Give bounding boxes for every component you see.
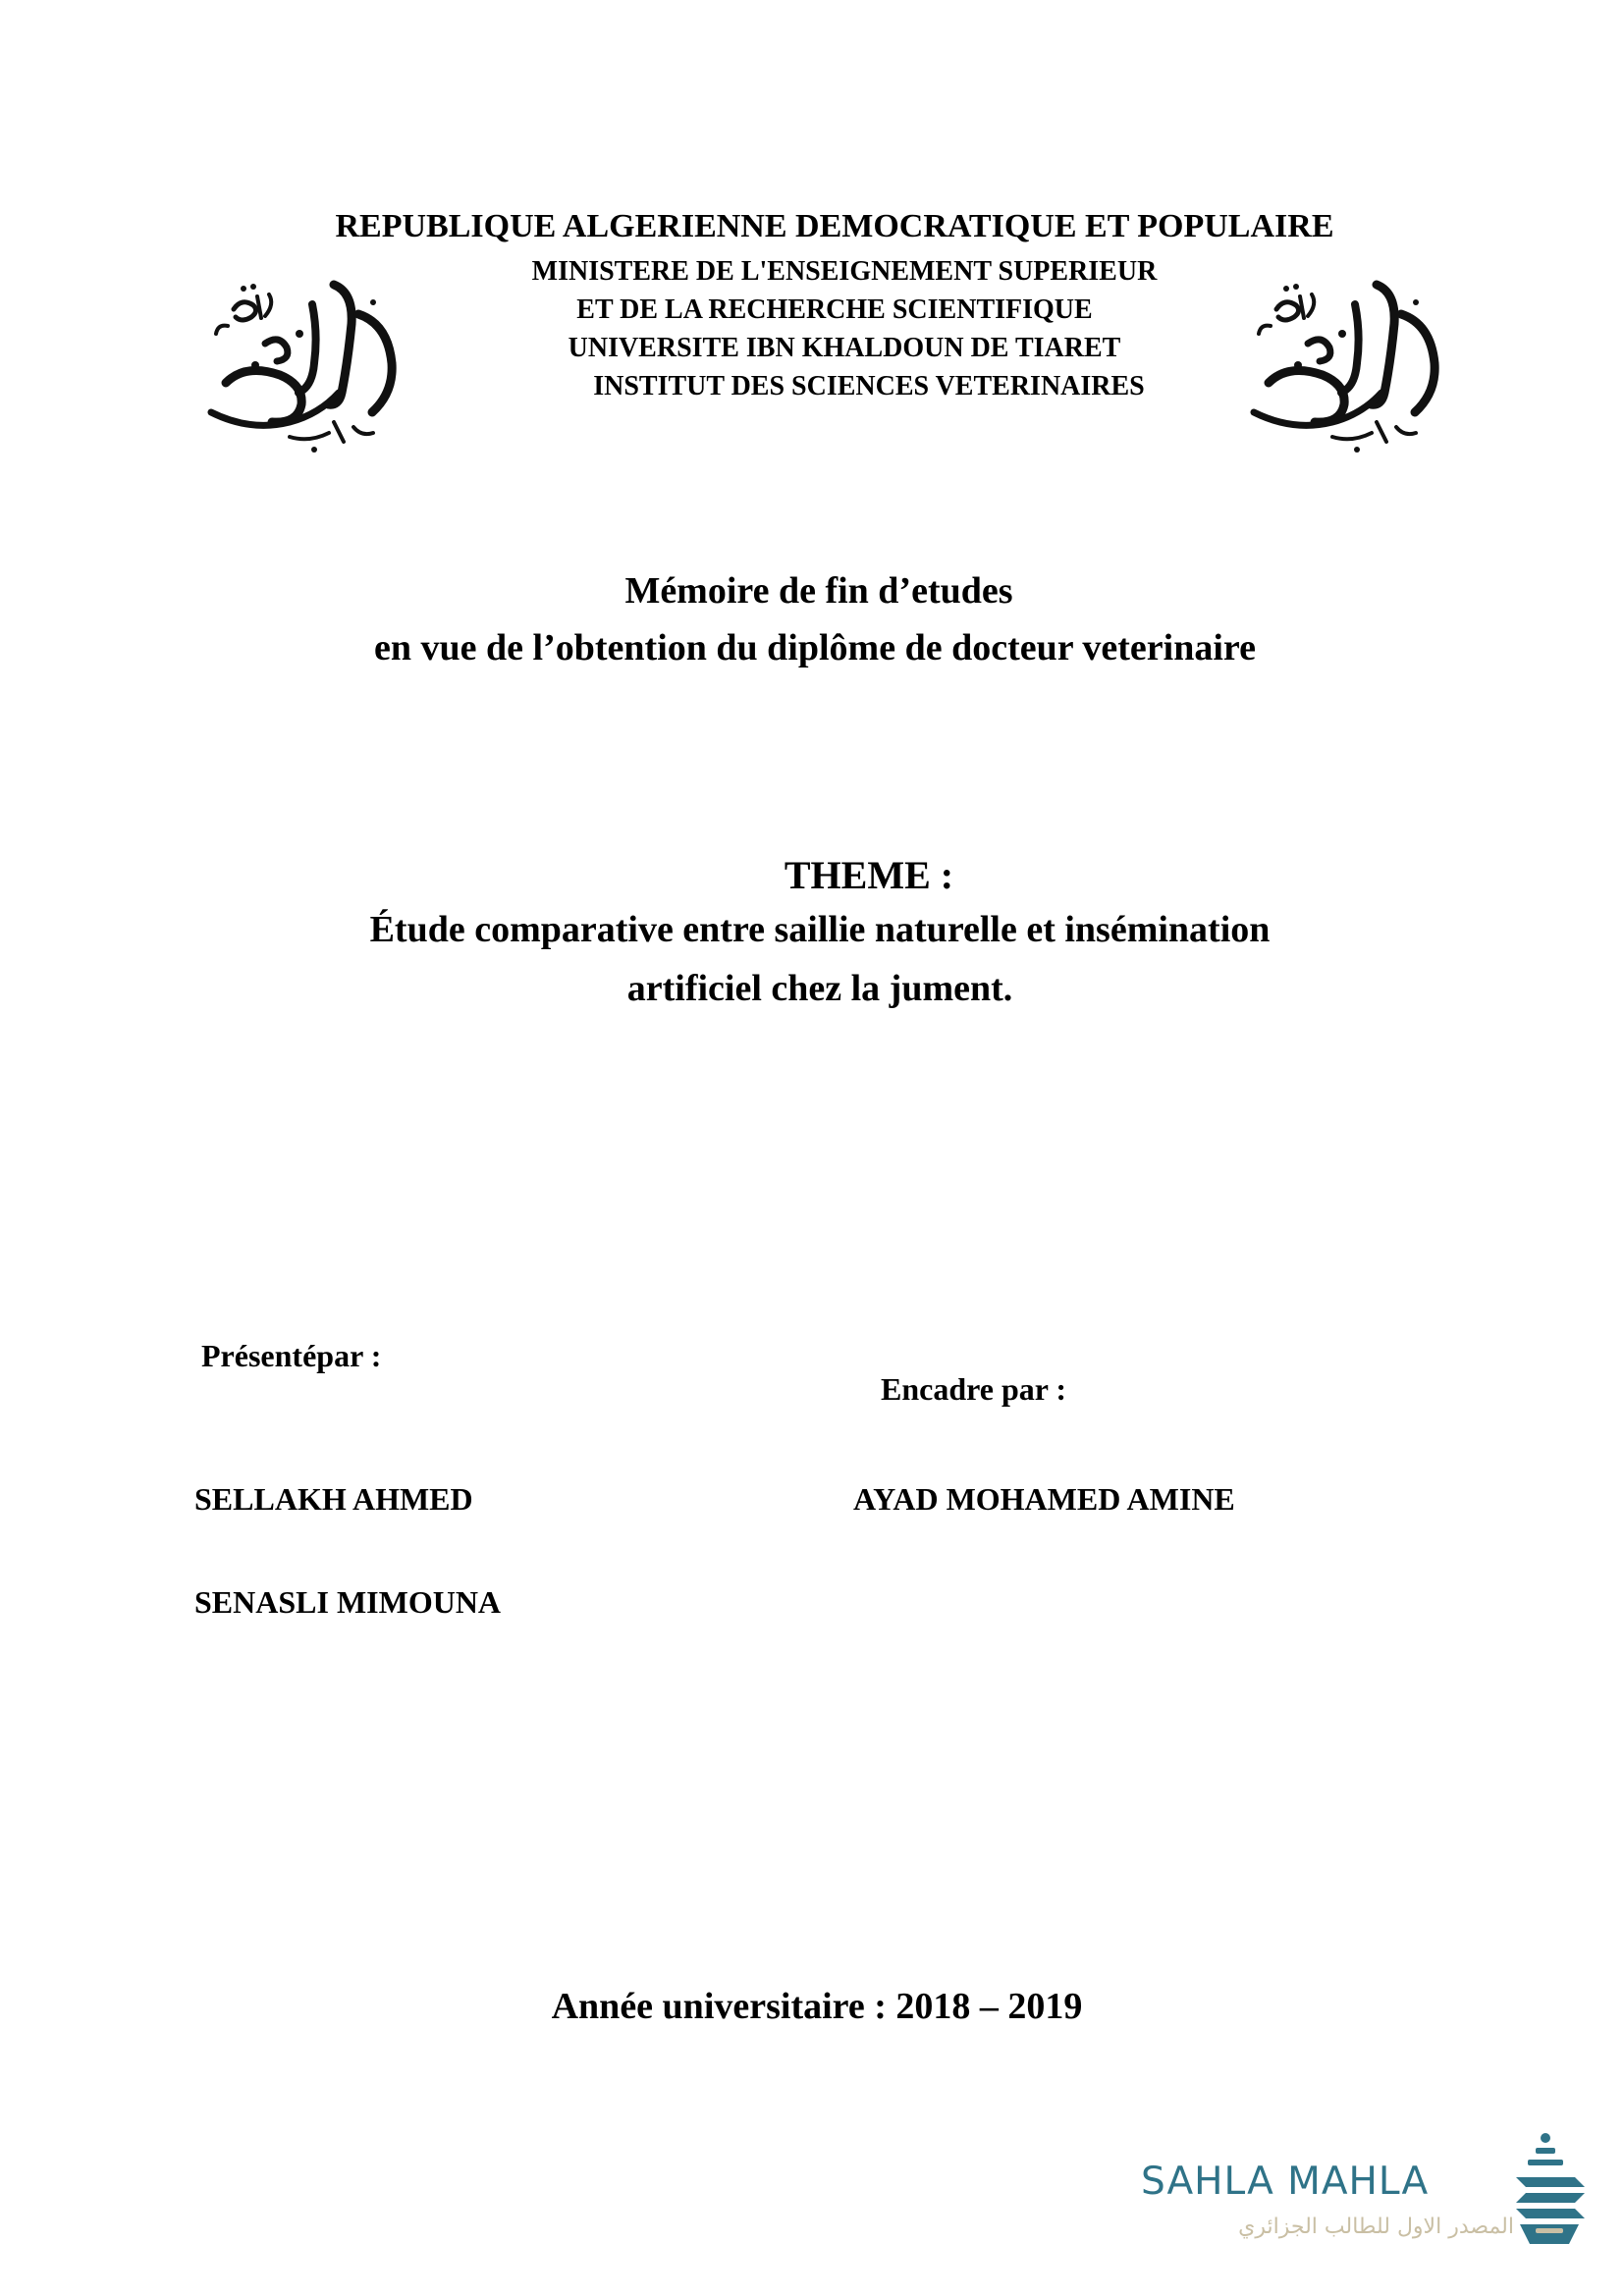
student-name: SENASLI MIMOUNA <box>194 1584 502 1620</box>
header-institute: INSTITUT DES SCIENCES VETERINAIRES <box>593 371 1145 401</box>
calligraphy-logo-icon <box>196 275 407 461</box>
presented-by-label: Présentépar : <box>201 1338 382 1373</box>
header-university: UNIVERSITE IBN KHALDOUN DE TIARET <box>568 333 1121 363</box>
memoire-subtitle: en vue de l’obtention du diplôme de docteur veterinaire <box>374 627 1256 668</box>
header-research: ET DE LA RECHERCHE SCIENTIFIQUE <box>576 294 1093 325</box>
student-name: SELLAKH AHMED <box>194 1481 473 1517</box>
supervisor-name: AYAD MOHAMED AMINE <box>853 1481 1235 1517</box>
university-logo-right <box>1239 275 1450 461</box>
watermark-brand: SAHLA MAHLA <box>1141 2160 1430 2204</box>
academic-year: Année universitaire : 2018 – 2019 <box>551 1986 1083 2027</box>
header-republic: REPUBLIQUE ALGERIENNE DEMOCRATIQUE ET POPULAIRE <box>335 208 1334 244</box>
header-ministry: MINISTERE DE L'ENSEIGNEMENT SUPERIEUR <box>531 256 1158 287</box>
sahla-mahla-logo-icon <box>1506 2130 1591 2256</box>
watermark-tagline: المصدر الاول للطالب الجزائري <box>1238 2215 1514 2239</box>
university-logo-left <box>196 275 407 461</box>
memoire-title: Mémoire de fin d’etudes <box>624 570 1013 612</box>
sahla-mahla-watermark <box>1141 2130 1593 2268</box>
theme-title-line2: artificiel chez la jument. <box>626 968 1013 1009</box>
theme-label: THEME : <box>784 853 954 897</box>
theme-title-line1: Étude comparative entre saillie naturelle et insémination <box>369 909 1271 950</box>
supervised-by-label: Encadre par : <box>881 1371 1067 1407</box>
calligraphy-logo-icon <box>1239 275 1450 461</box>
